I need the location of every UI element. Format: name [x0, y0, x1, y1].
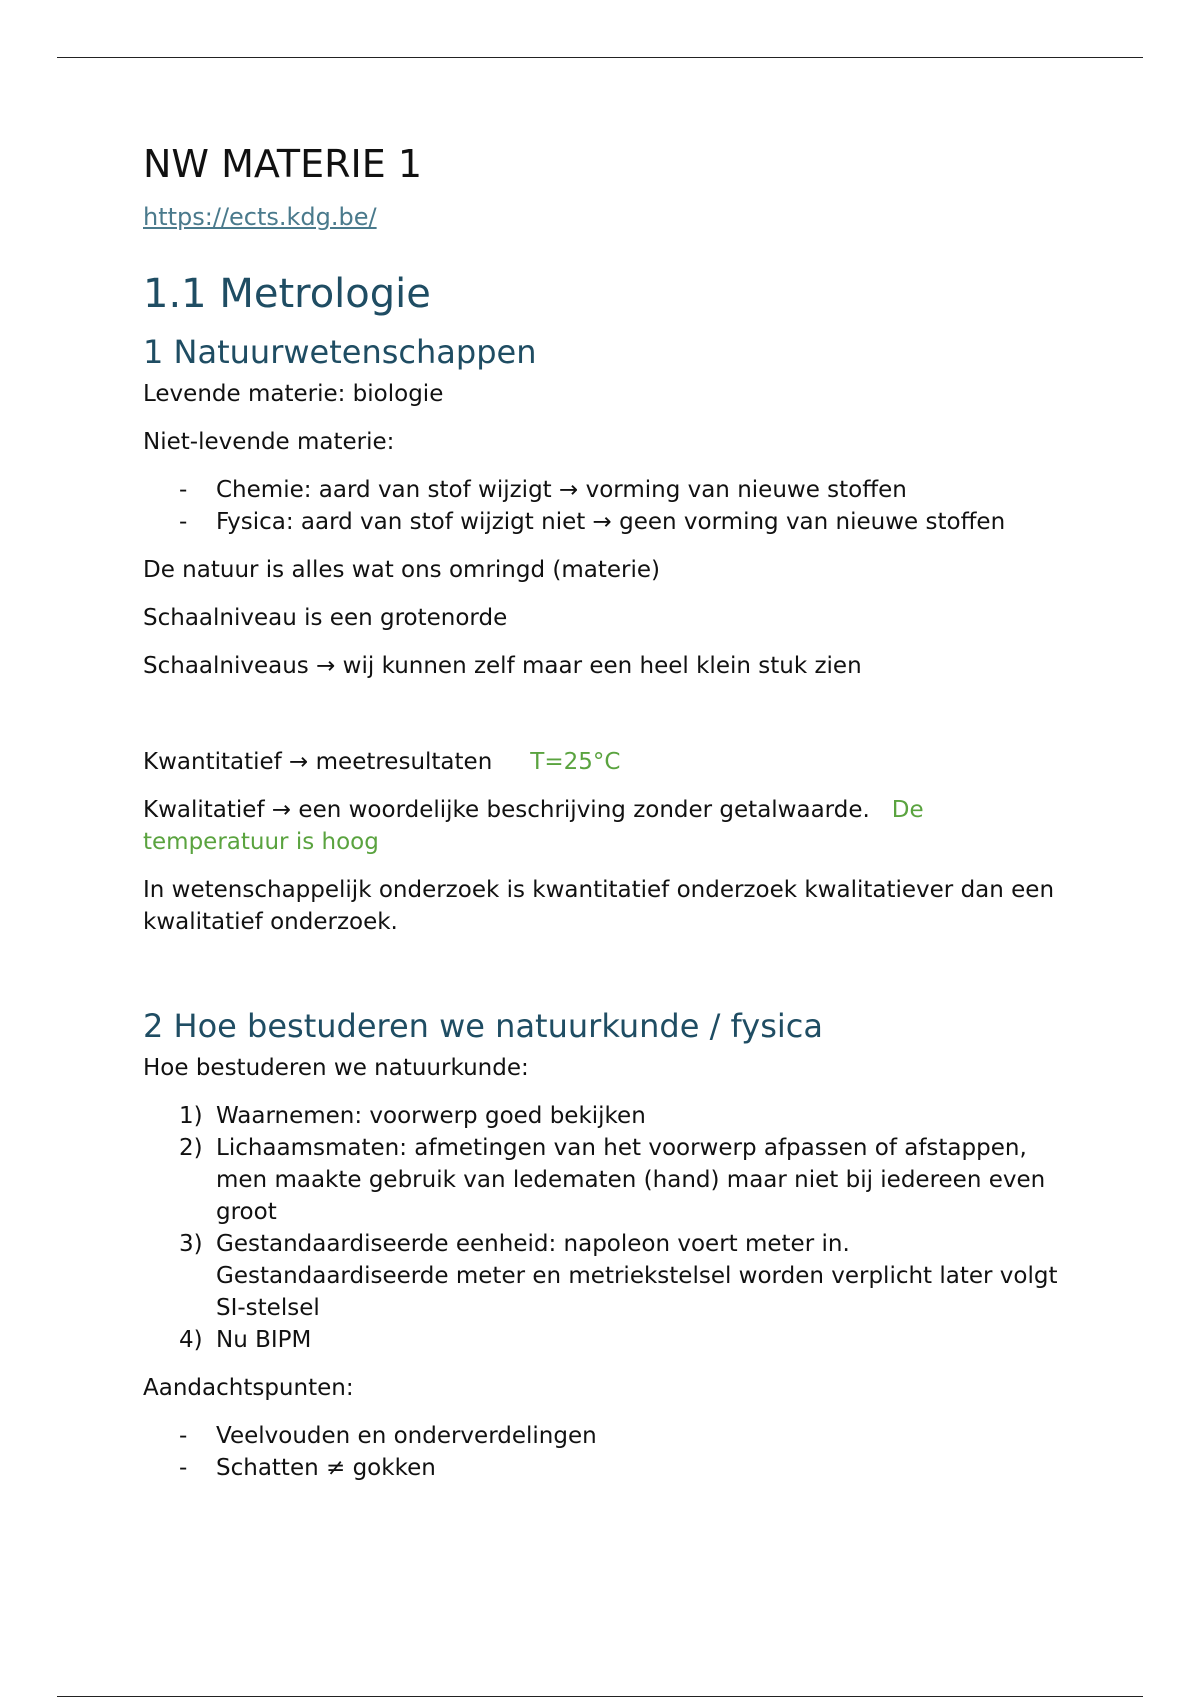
paragraph-aandachtspunten: Aandachtspunten: — [143, 1375, 354, 1401]
step-number: 2) — [179, 1135, 203, 1161]
list-item: 4) Nu BIPM — [143, 1324, 1063, 1356]
paragraph-niet-levende-materie: Niet-levende materie: — [143, 429, 395, 455]
step-number: 3) — [179, 1231, 203, 1257]
dash-marker: - — [179, 1423, 188, 1449]
steps-list — [143, 1100, 1063, 1356]
paragraph-schaalniveau: Schaalniveau is een grotenorde — [143, 605, 508, 631]
dash-marker: - — [179, 1455, 188, 1481]
section-heading-natuurwetenschappen: 1 Natuurwetenschappen — [143, 333, 537, 371]
ects-link[interactable]: https://ects.kdg.be/ — [143, 203, 377, 231]
list-item: - Fysica: aard van stof wijzigt niet → geen vorming van nieuwe stoffen — [143, 506, 1063, 538]
paragraph-bestuderen-intro: Hoe bestuderen we natuurkunde: — [143, 1055, 529, 1081]
list-item: 3) Gestandaardiseerde eenheid: napoleon voert meter in. Gestandaardiseerde meter en metriekstelsel worden verplicht later volgt SI-stelsel — [143, 1228, 1063, 1324]
paragraph-natuur: De natuur is alles wat ons omringd (materie) — [143, 557, 660, 583]
paragraph-onderzoek: In wetenschappelijk onderzoek is kwantitatief onderzoek kwalitatiever dan een kwalitatief onderzoek. — [143, 877, 1055, 935]
top-rule — [57, 57, 1143, 58]
dash-marker: - — [179, 509, 188, 535]
list-item: - Chemie: aard van stof wijzigt → vorming van nieuwe stoffen — [143, 474, 1063, 506]
chapter-heading: 1.1 Metrologie — [143, 271, 431, 317]
step-number: 4) — [179, 1327, 203, 1353]
kwantitatief-example: T=25°C — [530, 749, 621, 775]
document-title: NW MATERIE 1 — [143, 142, 423, 186]
list-item: 1) Waarnemen: voorwerp goed bekijken — [143, 1100, 1063, 1132]
dash-marker: - — [179, 477, 188, 503]
document-body — [143, 140, 1063, 1500]
list-item: 2) Lichaamsmaten: afmetingen van het voorwerp afpassen of afstappen, men maakte gebruik van ledematen (hand) maar niet bij iedereen even groot — [143, 1132, 1063, 1228]
bottom-rule — [57, 1696, 1143, 1697]
list-item: - Schatten ≠ gokken — [143, 1452, 1063, 1484]
paragraph-kwantitatief: Kwantitatief → meetresultaten T=25°C — [143, 749, 621, 775]
paragraph-levende-materie: Levende materie: biologie — [143, 381, 444, 407]
paragraph-kwalitatief: Kwalitatief → een woordelijke beschrijving zonder getalwaarde. De temperatuur is hoog — [143, 797, 924, 855]
aandachtspunten-list — [143, 1420, 1063, 1484]
section-heading-bestuderen: 2 Hoe bestuderen we natuurkunde / fysica — [143, 1007, 823, 1045]
list-item: - Veelvouden en onderverdelingen — [143, 1420, 1063, 1452]
kwalitatief-example: De temperatuur is hoog — [143, 797, 924, 855]
paragraph-schaalniveaus: Schaalniveaus → wij kunnen zelf maar een heel klein stuk zien — [143, 653, 862, 679]
materie-list — [143, 474, 1063, 538]
step-number: 1) — [179, 1103, 203, 1129]
